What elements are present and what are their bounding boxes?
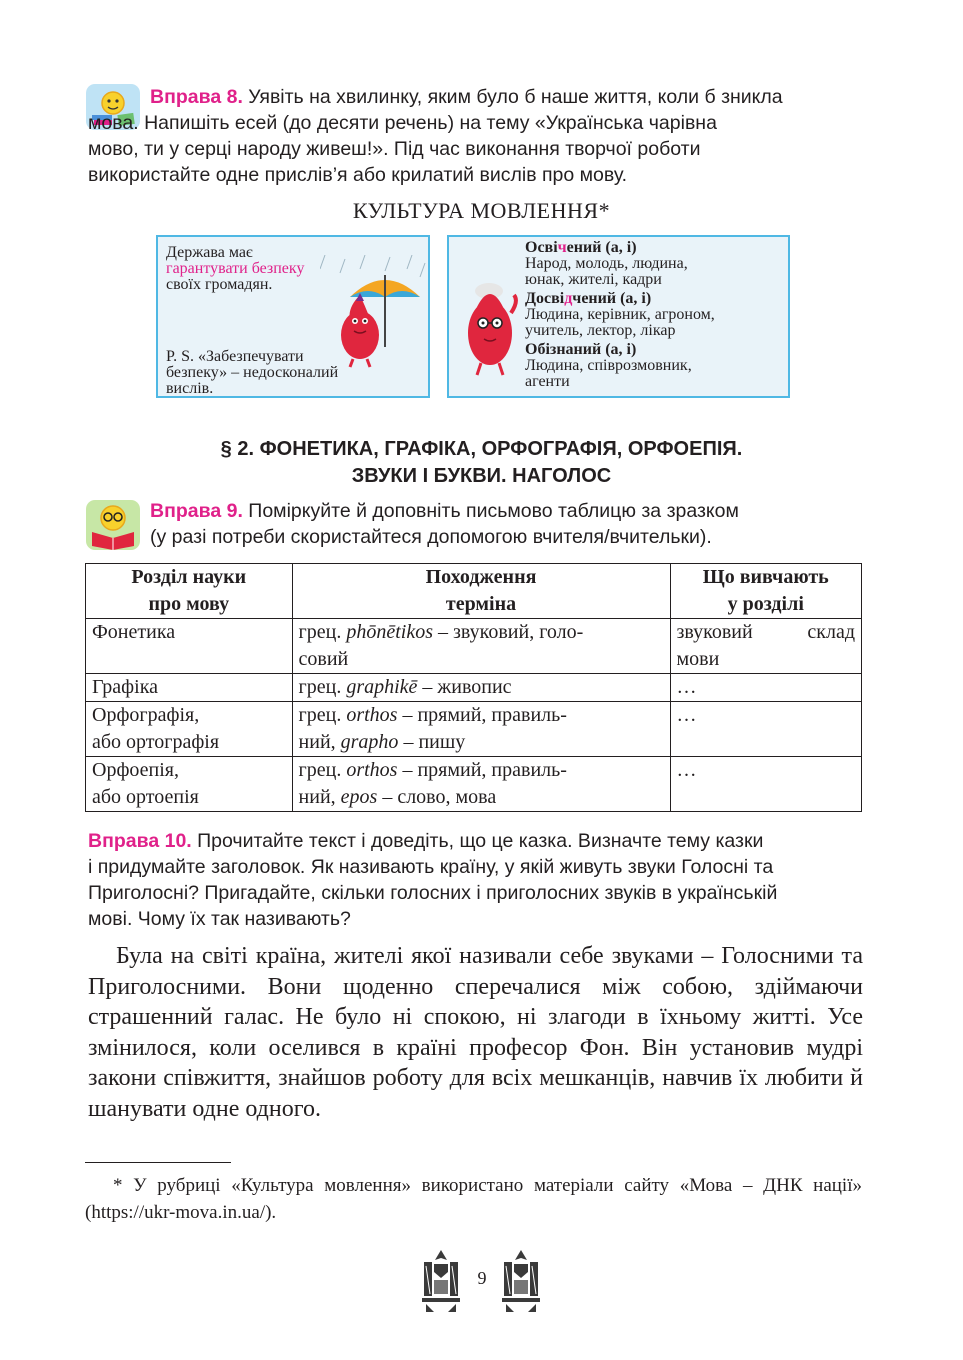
exercise-label: Вправа 8. <box>150 86 243 108</box>
table-row: Графіка грец. graphikē – живопис … <box>86 674 862 702</box>
drop-mascot-icon <box>459 261 521 379</box>
page-number: 9 <box>477 1268 487 1288</box>
exercise-9: Вправа 9. Поміркуйте й доповніть письмово таблицю за зразком (у разі потреби скористайтеся допомогою вчителя/вчительки). <box>150 500 739 548</box>
exercise-label: Вправа 10. <box>88 830 192 852</box>
exercise-10: Вправа 10. Прочитайте текст і доведіть, що це казка. Визначте тему казки і придумайте заголовок. Як називають країну, у якій живуть звуки Голосні та Приголосні? Пригадайте, скільки голосних і приголосних звуків в українській мові. Чому їх так називають? <box>88 830 778 930</box>
culture-box-right: Освічений (а, і) Народ, молодь, людина, юнак, жителі, кадри Досвідчений (а, і) Людина, керівник, агроном, учитель, лектор, лікар Обізнаний (а, і) Людина, співрозмовник, агенти <box>447 235 790 398</box>
folk-ornament-icon <box>420 1250 462 1312</box>
terms-table <box>85 563 862 812</box>
table-header-row: Розділ науки про мову Походження терміна Що вивчають у розділі <box>86 564 862 619</box>
exercise-8: Вправа 8. Уявіть на хвилинку, яким було б наше життя, коли б зникла мова. Напишіть есей (до десяти речень) на тему «Українська чарівна мово, ти у серці народу живеш!». Під час виконання творчої роботи використайте одне прислів’я або крилатий вислів про мову. <box>88 86 783 186</box>
table-row: Орфоепія, або ортоепія грец. orthos – прямий, правиль- ний, epos – слово, мова … <box>86 757 862 812</box>
table-row: Орфографія, або ортографія грец. orthos – прямий, правиль- ний, grapho – пишу … <box>86 702 862 757</box>
table-row: Фонетика грец. phōnētikos – звуковий, голо- совий звуковий склад мови <box>86 619 862 674</box>
exercise-label: Вправа 9. <box>150 500 243 522</box>
folk-ornament-icon <box>500 1250 542 1312</box>
footnote-divider <box>85 1162 231 1163</box>
footnote: * У рубриці «Культура мовлення» використано матеріали сайту «Мова – ДНК нації» (https://ukr-mova.in.ua/). <box>85 1175 862 1223</box>
story-text: Була на світі країна, жителі якої називали себе звуками – Голосними та Приголосними. Вони щоденно сперечалися між собою, здіймаючи страшенний галас. Не було ні спокою, ні злагоди в їхньому житті. Усе змінилося, коли оселився в країні професор Фон. Він установив мудрі закони співжиття, знайшов роботу для всіх мешканців, навчив їх любити й шанувати одне одного. <box>88 943 863 1122</box>
section-title: § 2. ФОНЕТИКА, ГРАФІКА, ОРФОГРАФІЯ, ОРФОЕПІЯ. ЗВУКИ І БУКВИ. НАГОЛОС <box>220 438 743 487</box>
culture-box-left: Держава має гарантувати безпеку своїх громадян. P. S. «Забезпечувати безпеку» – недосконалий вислів. <box>156 235 430 398</box>
culture-title: КУЛЬТУРА МОВЛЕННЯ* <box>352 198 611 223</box>
